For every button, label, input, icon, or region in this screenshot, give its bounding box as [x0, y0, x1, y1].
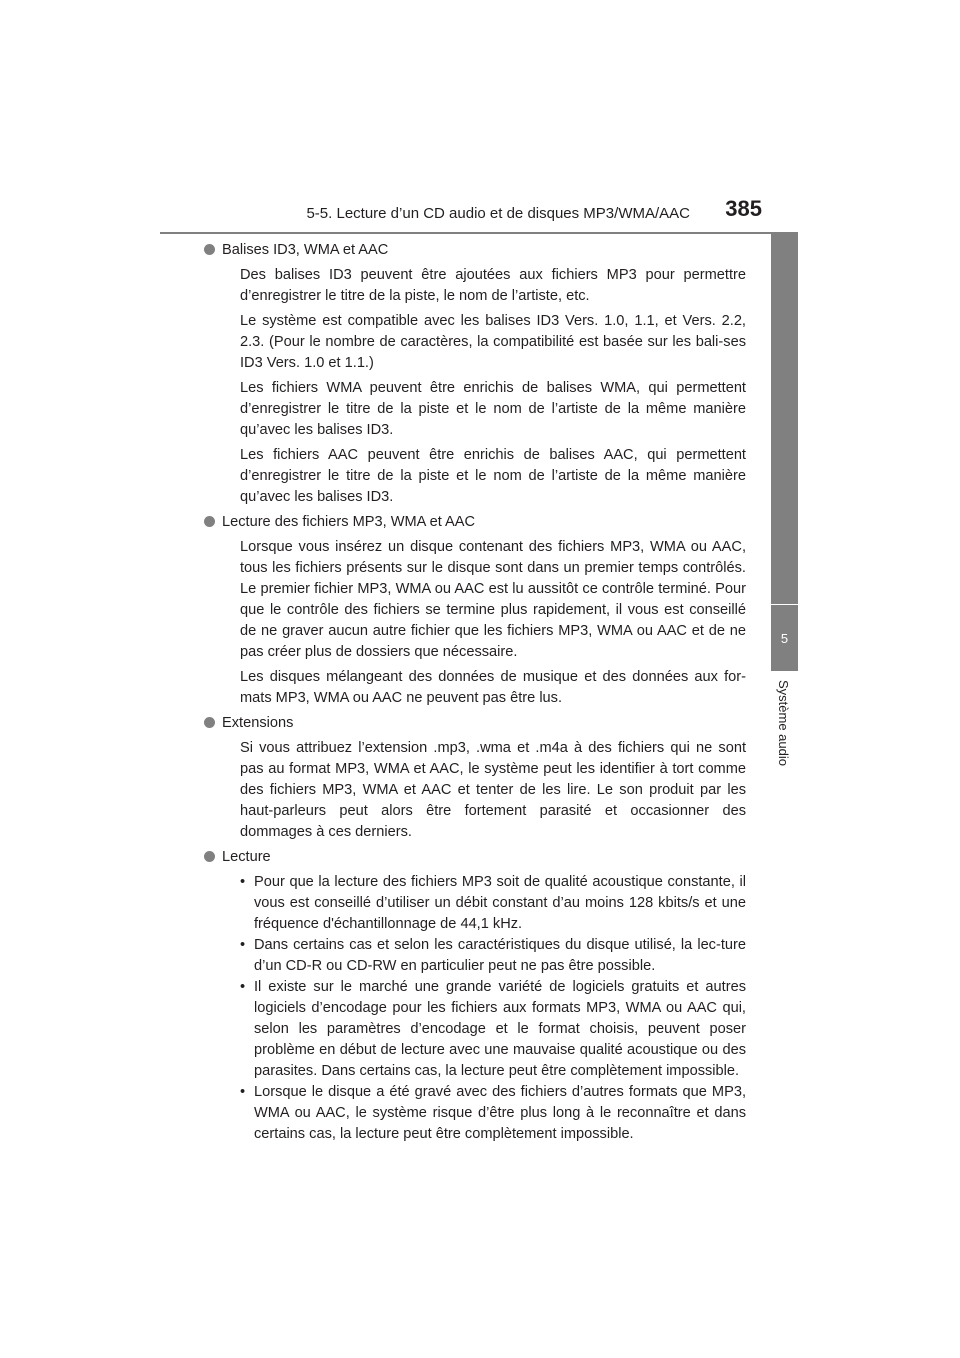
list-item [240, 1082, 746, 1145]
section-heading [204, 512, 746, 533]
main-content [222, 240, 746, 1145]
section-playback [222, 847, 746, 1145]
list-item [240, 935, 746, 977]
bullet-icon [204, 516, 215, 527]
section-extensions [222, 713, 746, 843]
list-dot-icon: • [240, 1084, 246, 1100]
paragraph: Le système est compatible avec les balises ID3 Vers. 1.0, 1.1, et Vers. 2.2, 2.3. (Pour le nombre de caractères, la compatibilité est basée sur les bali-ses ID3 Vers. 1.0 et 1.1.) [240, 313, 746, 371]
chapter-number: 5 [780, 631, 789, 646]
side-tab-bar [771, 233, 798, 604]
page-number: 385 [725, 196, 762, 221]
list-item-text: Lorsque le disque a été gravé avec des fichiers d’autres formats que MP3, WMA ou AAC, le système risque d’être plus long à le reconnaître et dans certains cas, la lecture peut être complètement impossible. [254, 1084, 746, 1142]
paragraph: Lorsque vous insérez un disque contenant des fichiers MP3, WMA ou AAC, tous les fichiers présents sur le disque sont dans un premier temps contrôlés. Le premier fichier MP3, WMA ou AAC est lu aussitôt ce contrôle terminé. Pour que le contrôle des fichiers se termine plus rapidement, il vous est conseillé de ne graver aucun autre fichier que les fichiers MP3, WMA ou AAC et de ne pas créer plus de dossiers que nécessaire. [240, 539, 746, 660]
list-item-text: Il existe sur le marché une grande variété de logiciels gratuits et autres logiciels d’encodage pour les fichiers aux formats MP3, WMA ou AAC qui, selon les paramètres d’encodage et le format choisis, peuvent poser problème en début de lecture avec une mauvaise qualité acoustique ou des parasites. Dans certains cas, la lecture peut être complètement impossible. [254, 979, 746, 1079]
running-header: 5-5. Lecture d’un CD audio et de disques MP3/WMA/AAC [306, 205, 690, 222]
section-heading [204, 847, 746, 868]
section-title: Lecture [222, 849, 271, 865]
section-id3-tags [222, 240, 746, 508]
playback-notes-list [240, 872, 746, 1145]
list-dot-icon: • [240, 937, 246, 953]
section-title: Extensions [222, 715, 294, 731]
section-file-playback [222, 512, 746, 709]
paragraph: Si vous attribuez l’extension .mp3, .wma et .m4a à des fichiers qui ne sont pas au format MP3, WMA et AAC, le système peut les identifier à tort comme des fichiers MP3, WMA et AAC et tenter de les lire. Le son produit par les haut-parleurs peut alors être fortement parasité et occasionner des dommages à ces derniers. [240, 740, 746, 840]
paragraph: Les disques mélangeant des données de musique et des données aux for-mats MP3, WMA ou AAC ne peuvent pas être lus. [240, 669, 746, 706]
list-dot-icon: • [240, 874, 246, 890]
list-item-text: Pour que la lecture des fichiers MP3 soit de qualité acoustique constante, il vous est conseillé d’utiliser un débit constant d’au moins 128 kbits/s et une fréquence d'échantillonnage de 44,1 kHz. [254, 874, 746, 932]
list-item [240, 872, 746, 935]
section-heading [204, 713, 746, 734]
bullet-icon [204, 851, 215, 862]
paragraph: Les fichiers AAC peuvent être enrichis de balises AAC, qui permettent d’enregistrer le titre de la piste et le nom de l’artiste de la même manière qu’avec les balises ID3. [240, 447, 746, 505]
header-rule [160, 232, 798, 234]
section-title: Lecture des fichiers MP3, WMA et AAC [222, 514, 476, 530]
chapter-label: Système audio [776, 680, 791, 766]
list-item [240, 977, 746, 1082]
section-heading [204, 240, 746, 261]
paragraph: Les fichiers WMA peuvent être enrichis de balises WMA, qui permettent d’enregistrer le titre de la piste et le nom de l’artiste de la même manière qu’avec les balises ID3. [240, 380, 746, 438]
bullet-icon [204, 244, 215, 255]
section-title: Balises ID3, WMA et AAC [222, 242, 389, 258]
bullet-icon [204, 717, 215, 728]
list-item-text: Dans certains cas et selon les caractéristiques du disque utilisé, la lec-ture d’un CD-R ou CD-RW en particulier peut ne pas être possible. [254, 937, 746, 974]
paragraph: Des balises ID3 peuvent être ajoutées aux fichiers MP3 pour permettre d’enregistrer le titre de la piste, le nom de l’artiste, etc. [240, 267, 746, 304]
list-dot-icon: • [240, 979, 246, 995]
